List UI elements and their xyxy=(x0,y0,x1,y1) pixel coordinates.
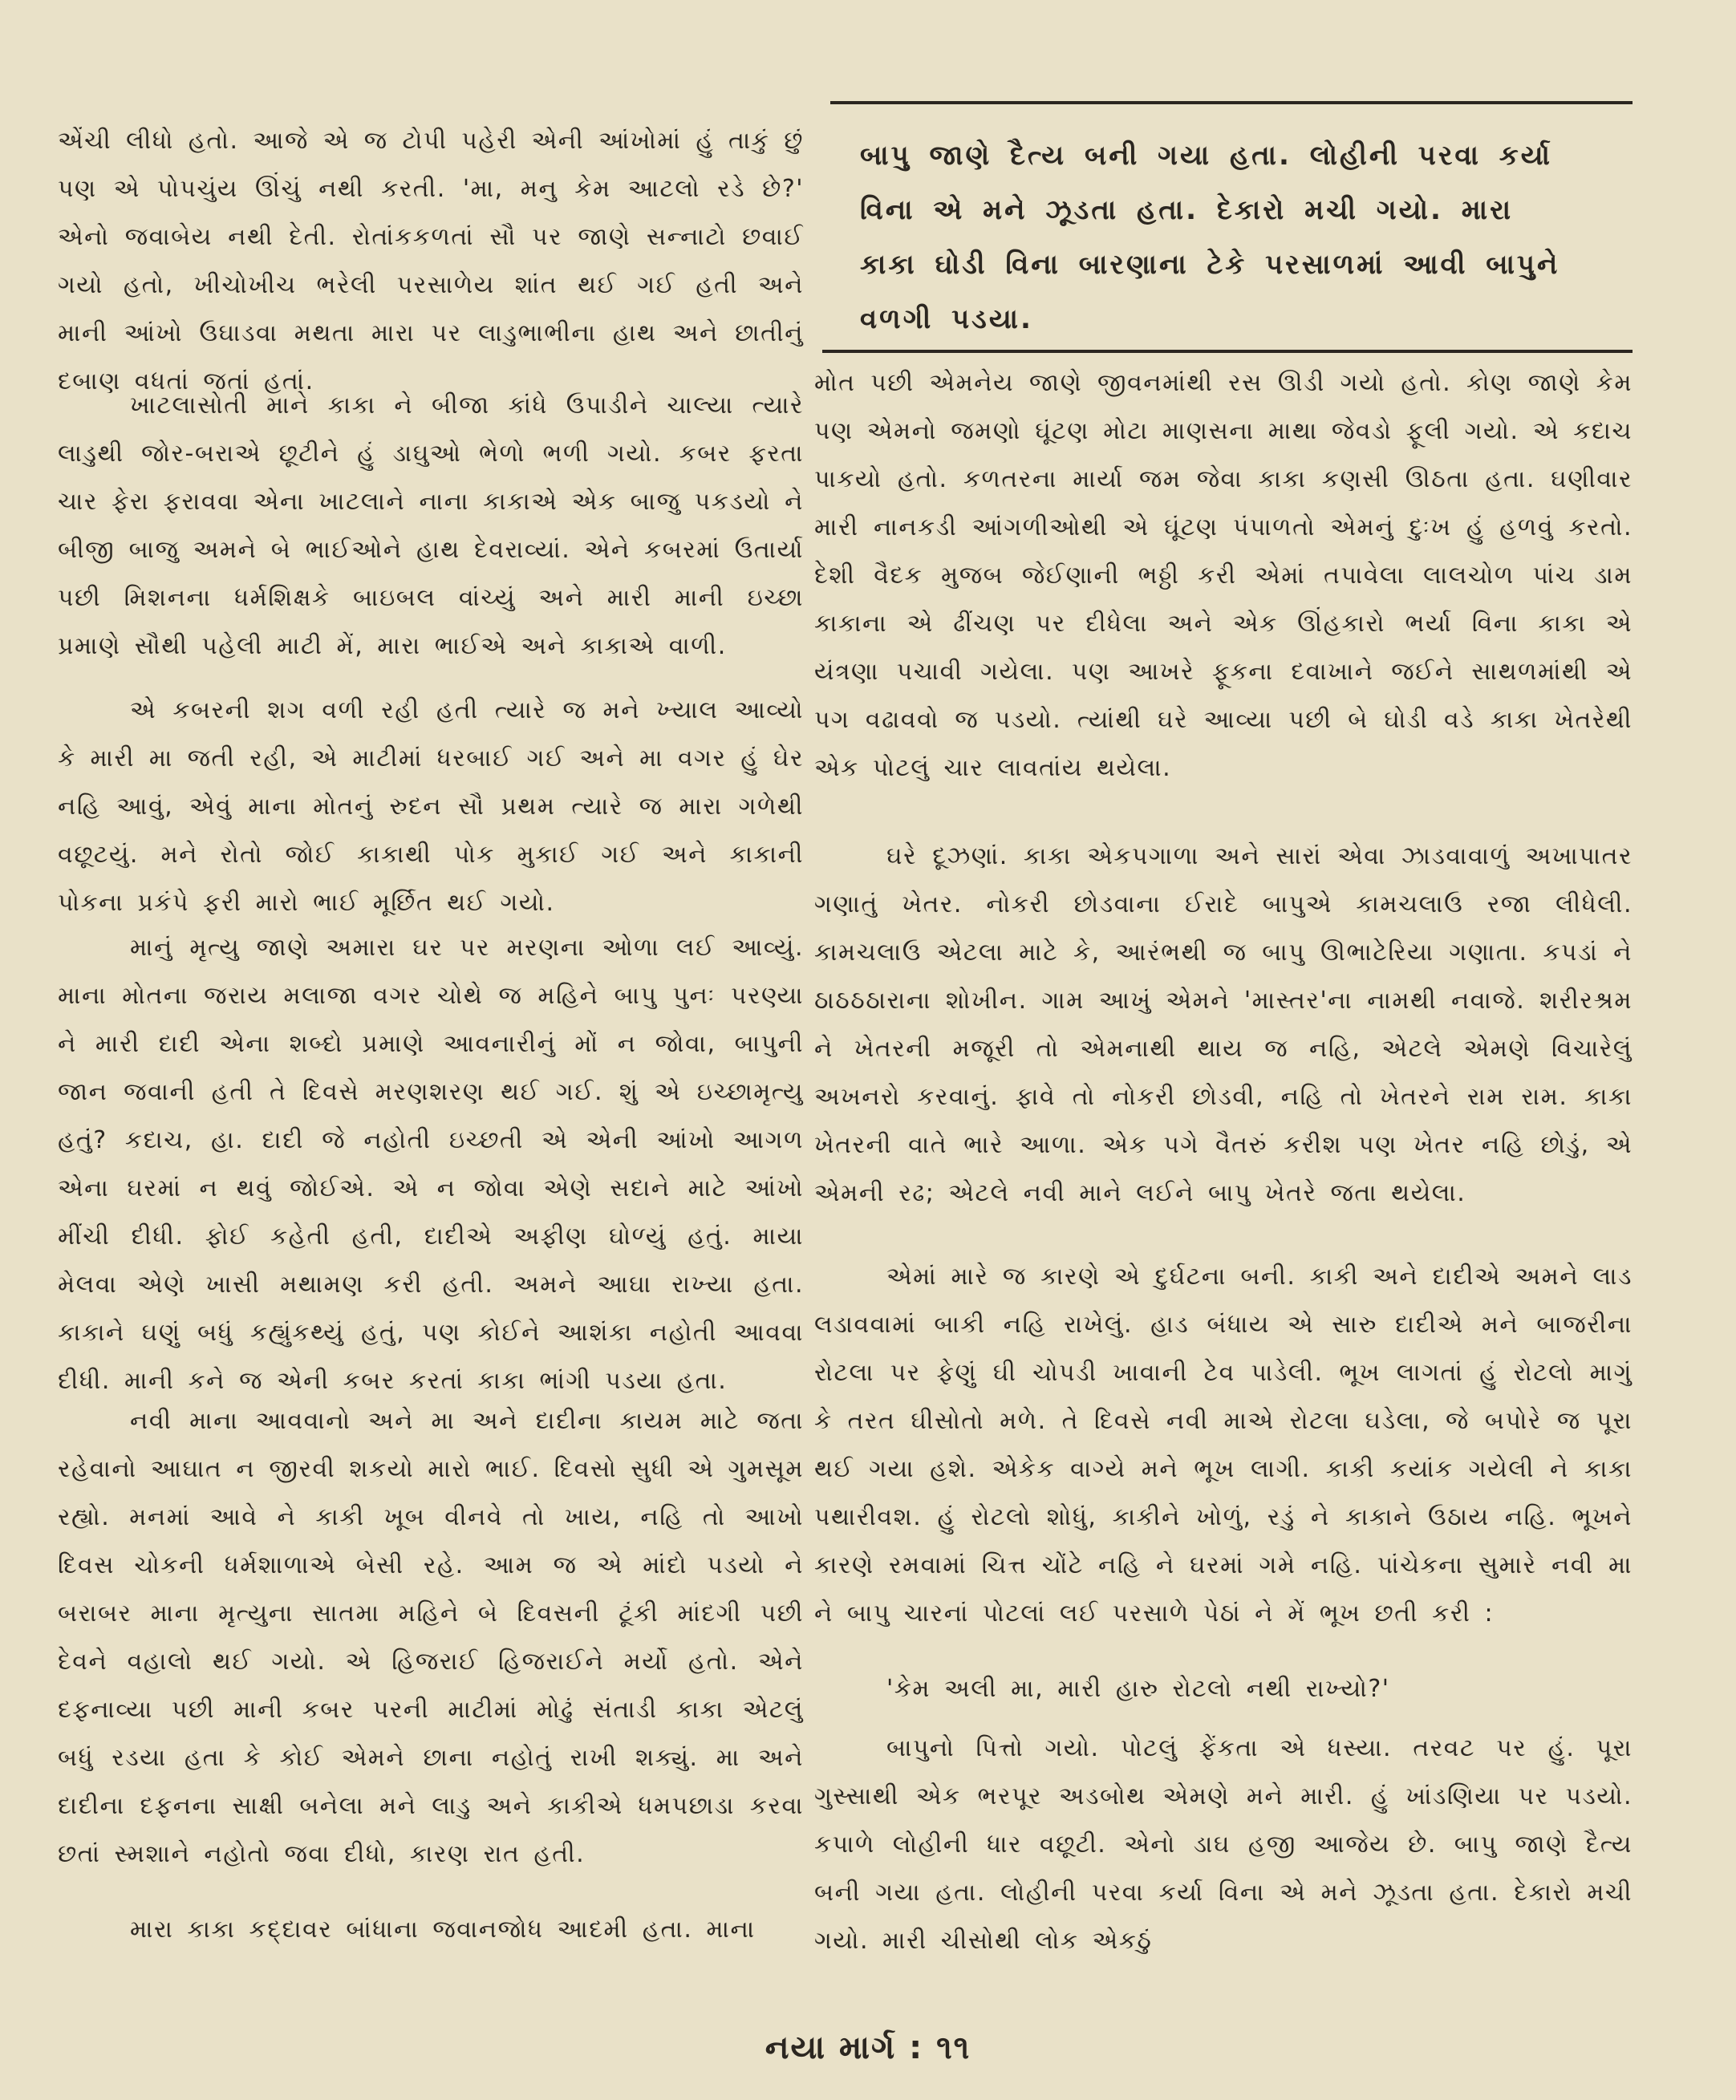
pullquote-top-rule xyxy=(830,101,1633,104)
left-paragraph-2: ખાટલાસોતી માને કાકા ને બીજા કાંધે ઉપાડીને ચાલ્યા ત્યારે લાડુથી જોર-બરાએ છૂટીને હું ડાઘુઓ ભેળો ભળી ગયો. કબર ફરતા ચાર ફેરા ફરાવવા એના ખાટલાને નાના કાકાએ એક બાજુ પકડયો ને બીજી બાજુ અમને બે ભાઈઓને હાથ દેવરાવ્યાં. એને કબરમાં ઉતાર્યા પછી મિશનના ધર્મશિક્ષકે બાઇબલ વાંચ્યું અને મારી માની ઇચ્છા પ્રમાણે સૌથી પહેલી માટી મેં, મારા ભાઈએ અને કાકાએ વાળી. xyxy=(58,391,804,660)
page-footer: નયા માર્ગ : ૧૧ xyxy=(765,2029,971,2066)
right-paragraph-5: બાપુનો પિત્તો ગયો. પોટલું ફેંકતા એ ધસ્યા. તરવટ પર હું. પૂરા ગુસ્સાથી એક ભરપૂર અડબોથ એમણે મને મારી. હું ખાંડણિયા પર પડયો. કપાળે લોહીની ધાર વછૂટી. એનો ડાઘ હજી આજેય છે. બાપુ જાણે દૈત્ય બની ગયા હતા. લોહીની પરવા કર્યા વિના એ મને ઝૂડતા હતા. દેકારો મચી ગયો. મારી ચીસોથી લોક એકઠું xyxy=(814,1734,1633,1955)
pullquote-bottom-rule xyxy=(822,350,1633,353)
pull-quote: બાપુ જાણે દૈત્ય બની ગયા હતા. લોહીની પરવા કર્યા વિના એ મને ઝૂડતા હતા. દેકારો મચી ગયો. મારા કાકા ઘોડી વિના બારણાના ટેકે પરસાળમાં આવી બાપુને વળગી પડયા. xyxy=(860,140,1560,335)
left-paragraph-1: એંચી લીધો હતો. આજે એ જ ટોપી પહેરી એની આંખોમાં હું તાકું છું પણ એ પોપચુંય ઊંચું નથી કરતી. 'મા, મનુ કેમ આટલો રડે છે?' એનો જવાબેય નથી દેતી. રોતાંકકળતાં સૌ પર જાણે સન્નાટો છવાઈ ગયો હતો, ખીચોખીચ ભરેલી પરસાળેય શાંત થઈ ગઈ હતી અને માની આંખો ઉઘાડવા મથતા મારા પર લાડુભાભીના હાથ અને છાતીનું દબાણ વધતાં જતાં હતાં. xyxy=(58,127,804,395)
left-paragraph-5: નવી માના આવવાનો અને મા અને દાદીના કાયમ માટે જતા રહેવાનો આઘાત ન જીરવી શકયો મારો ભાઈ. દિવસો સુધી એ ગુમસૂમ રહ્યો. મનમાં આવે ને કાકી ખૂબ વીનવે તો ખાય, નહિ તો આખો દિવસ ચોકની ધર્મશાળાએ બેસી રહે. આમ જ એ માંદો પડયો ને બરાબર માના મૃત્યુના સાતમા મહિને બે દિવસની ટૂંકી માંદગી પછી દેવને વહાલો થઈ ગયો. એ હિજરાઈ હિજરાઈને મર્યો હતો. એને દફનાવ્યા પછી માની કબર પરની માટીમાં મોઢું સંતાડી કાકા એટલું બધું રડયા હતા કે કોઈ એમને છાના નહોતું રાખી શક્યું. મા અને દાદીના દફનના સાક્ષી બનેલા મને લાડુ અને કાકીએ ધમપછાડા કરવા છતાં સ્મશાને નહોતો જવા દીધો, કારણ રાત હતી. xyxy=(58,1407,804,1868)
right-paragraph-1: મોત પછી એમનેય જાણે જીવનમાંથી રસ ઊડી ગયો હતો. કોણ જાણે કેમ પણ એમનો જમણો ઘૂંટણ મોટા માણસના માથા જેવડો ફૂલી ગયો. એ કદાચ પાકયો હતો. કળતરના માર્યા જમ જેવા કાકા કણસી ઊઠતા હતા. ઘણીવાર મારી નાનકડી આંગળીઓથી એ ઘૂંટણ પંપાળતો એમનું દુઃખ હું હળવું કરતો. દેશી વૈદક મુજબ જેઈણાની ભઠ્ઠી કરી એમાં તપાવેલા લાલચોળ પાંચ ડામ કાકાના એ ઢીંચણ પર દીધેલા અને એક ઊંહકારો ભર્યા વિના કાકા એ યંત્રણા પચાવી ગયેલા. પણ આખરે ફૂકના દવાખાને જઈને સાથળમાંથી એ પગ વઢાવવો જ પડયો. ત્યાંથી ઘરે આવ્યા પછી બે ઘોડી વડે કાકા ખેતરેથી એક પોટલું ચાર લાવતાંય થયેલા. xyxy=(814,369,1633,782)
left-paragraph-3: એ કબરની શગ વળી રહી હતી ત્યારે જ મને ખ્યાલ આવ્યો કે મારી મા જતી રહી, એ માટીમાં ધરબાઈ ગઈ અને મા વગર હું ઘેર નહિ આવું, એવું માના મોતનું રુદન સૌ પ્રથમ ત્યારે જ મારા ગળેથી વછૂટયું. મને રોતો જોઈ કાકાથી પોક મુકાઈ ગઈ અને કાકાની પોકના પ્રકંપે ફરી મારો ભાઈ મૂર્છિત થઈ ગયો. xyxy=(58,696,804,917)
right-paragraph-2: ઘરે દૂઝણાં. કાકા એકપગાળા અને સારાં એવા ઝાડવાવાળું અખાપાતર ગણાતું ખેતર. નોકરી છોડવાના ઈરાદે બાપુએ કામચલાઉ રજા લીધેલી. કામચલાઉ એટલા માટે કે, આરંભથી જ બાપુ ઊભાટેરિયા ગણાતા. કપડાં ને ઠાઠઠઠારાના શોખીન. ગામ આખું એમને 'માસ્તર'ના નામથી નવાજે. શરીરશ્રમ ને ખેતરની મજૂરી તો એમનાથી થાય જ નહિ, એટલે એમણે વિચારેલું અખનરો કરવાનું. ફાવે તો નોકરી છોડવી, નહિ તો ખેતરને રામ રામ. કાકા ખેતરની વાતે ભારે આળા. એક પગે વૈતરું કરીશ પણ ખેતર નહિ છોડું, એ એમની રઢ; એટલે નવી માને લઈને બાપુ ખેતરે જતા થયેલા. xyxy=(814,842,1633,1207)
right-paragraph-3: એમાં મારે જ કારણે એ દુર્ઘટના બની. કાકી અને દાદીએ અમને લાડ લડાવવામાં બાકી નહિ રાખેલું. હાડ બંધાય એ સારુ દાદીએ મને બાજરીના રોટલા પર ફેણું ઘી ચોપડી ખાવાની ટેવ પાડેલી. ભૂખ લાગતાં હું રોટલો માગું કે તરત ઘીસોતો મળે. તે દિવસે નવી માએ રોટલા ઘડેલા, જે બપોરે જ પૂરા થઈ ગયા હશે. એકેક વાગ્યે મને ભૂખ લાગી. કાકી કયાંક ગયેલી ને કાકા પથારીવશ. હું રોટલો શોધું, કાકીને ખોળું, રડું ને કાકાને ઉઠાય નહિ. ભૂખને કારણે રમવામાં ચિત્ત ચોંટે નહિ ને ઘરમાં ગમે નહિ. પાંચેકના સુમારે નવી મા ને બાપુ ચારનાં પોટલાં લઈ પરસાળે પેઠાં ને મેં ભૂખ છતી કરી : xyxy=(814,1263,1633,1628)
left-paragraph-6: મારા કાકા કદ્દાવર બાંધાના જવાનજોધ આદમી હતા. માના xyxy=(130,1916,756,1944)
right-paragraph-4: 'કેમ અલી મા, મારી હારુ રોટલો નથી રાખ્યો?' xyxy=(886,1675,1390,1703)
left-paragraph-4: માનું મૃત્યુ જાણે અમારા ઘર પર મરણના ઓળા લઈ આવ્યું. માના મોતના જરાય મલાજા વગર ચોથે જ મહિને બાપુ પુનઃ પરણ્યા ને મારી દાદી એના શબ્દો પ્રમાણે આવનારીનું મોં ન જોવા, બાપુની જાન જવાની હતી તે દિવસે મરણશરણ થઈ ગઈ. શું એ ઇચ્છામૃત્યુ હતું? કદાચ, હા. દાદી જે નહોતી ઇચ્છતી એ એની આંખો આગળ એના ઘરમાં ન થવું જોઈએ. એ ન જોવા એણે સદાને માટે આંખો મીંચી દીધી. ફોઈ કહેતી હતી, દાદીએ અફીણ ઘોળ્યું હતું. માયા મેલવા એણે ખાસી મથામણ કરી હતી. અમને આઘા રાખ્યા હતા. કાકાને ઘણું બધું કહ્યુંકથ્યું હતું, પણ કોઈને આશંકા નહોતી આવવા દીધી. માની કને જ એની કબર કરતાં કાકા ભાંગી પડયા હતા. xyxy=(58,934,804,1395)
